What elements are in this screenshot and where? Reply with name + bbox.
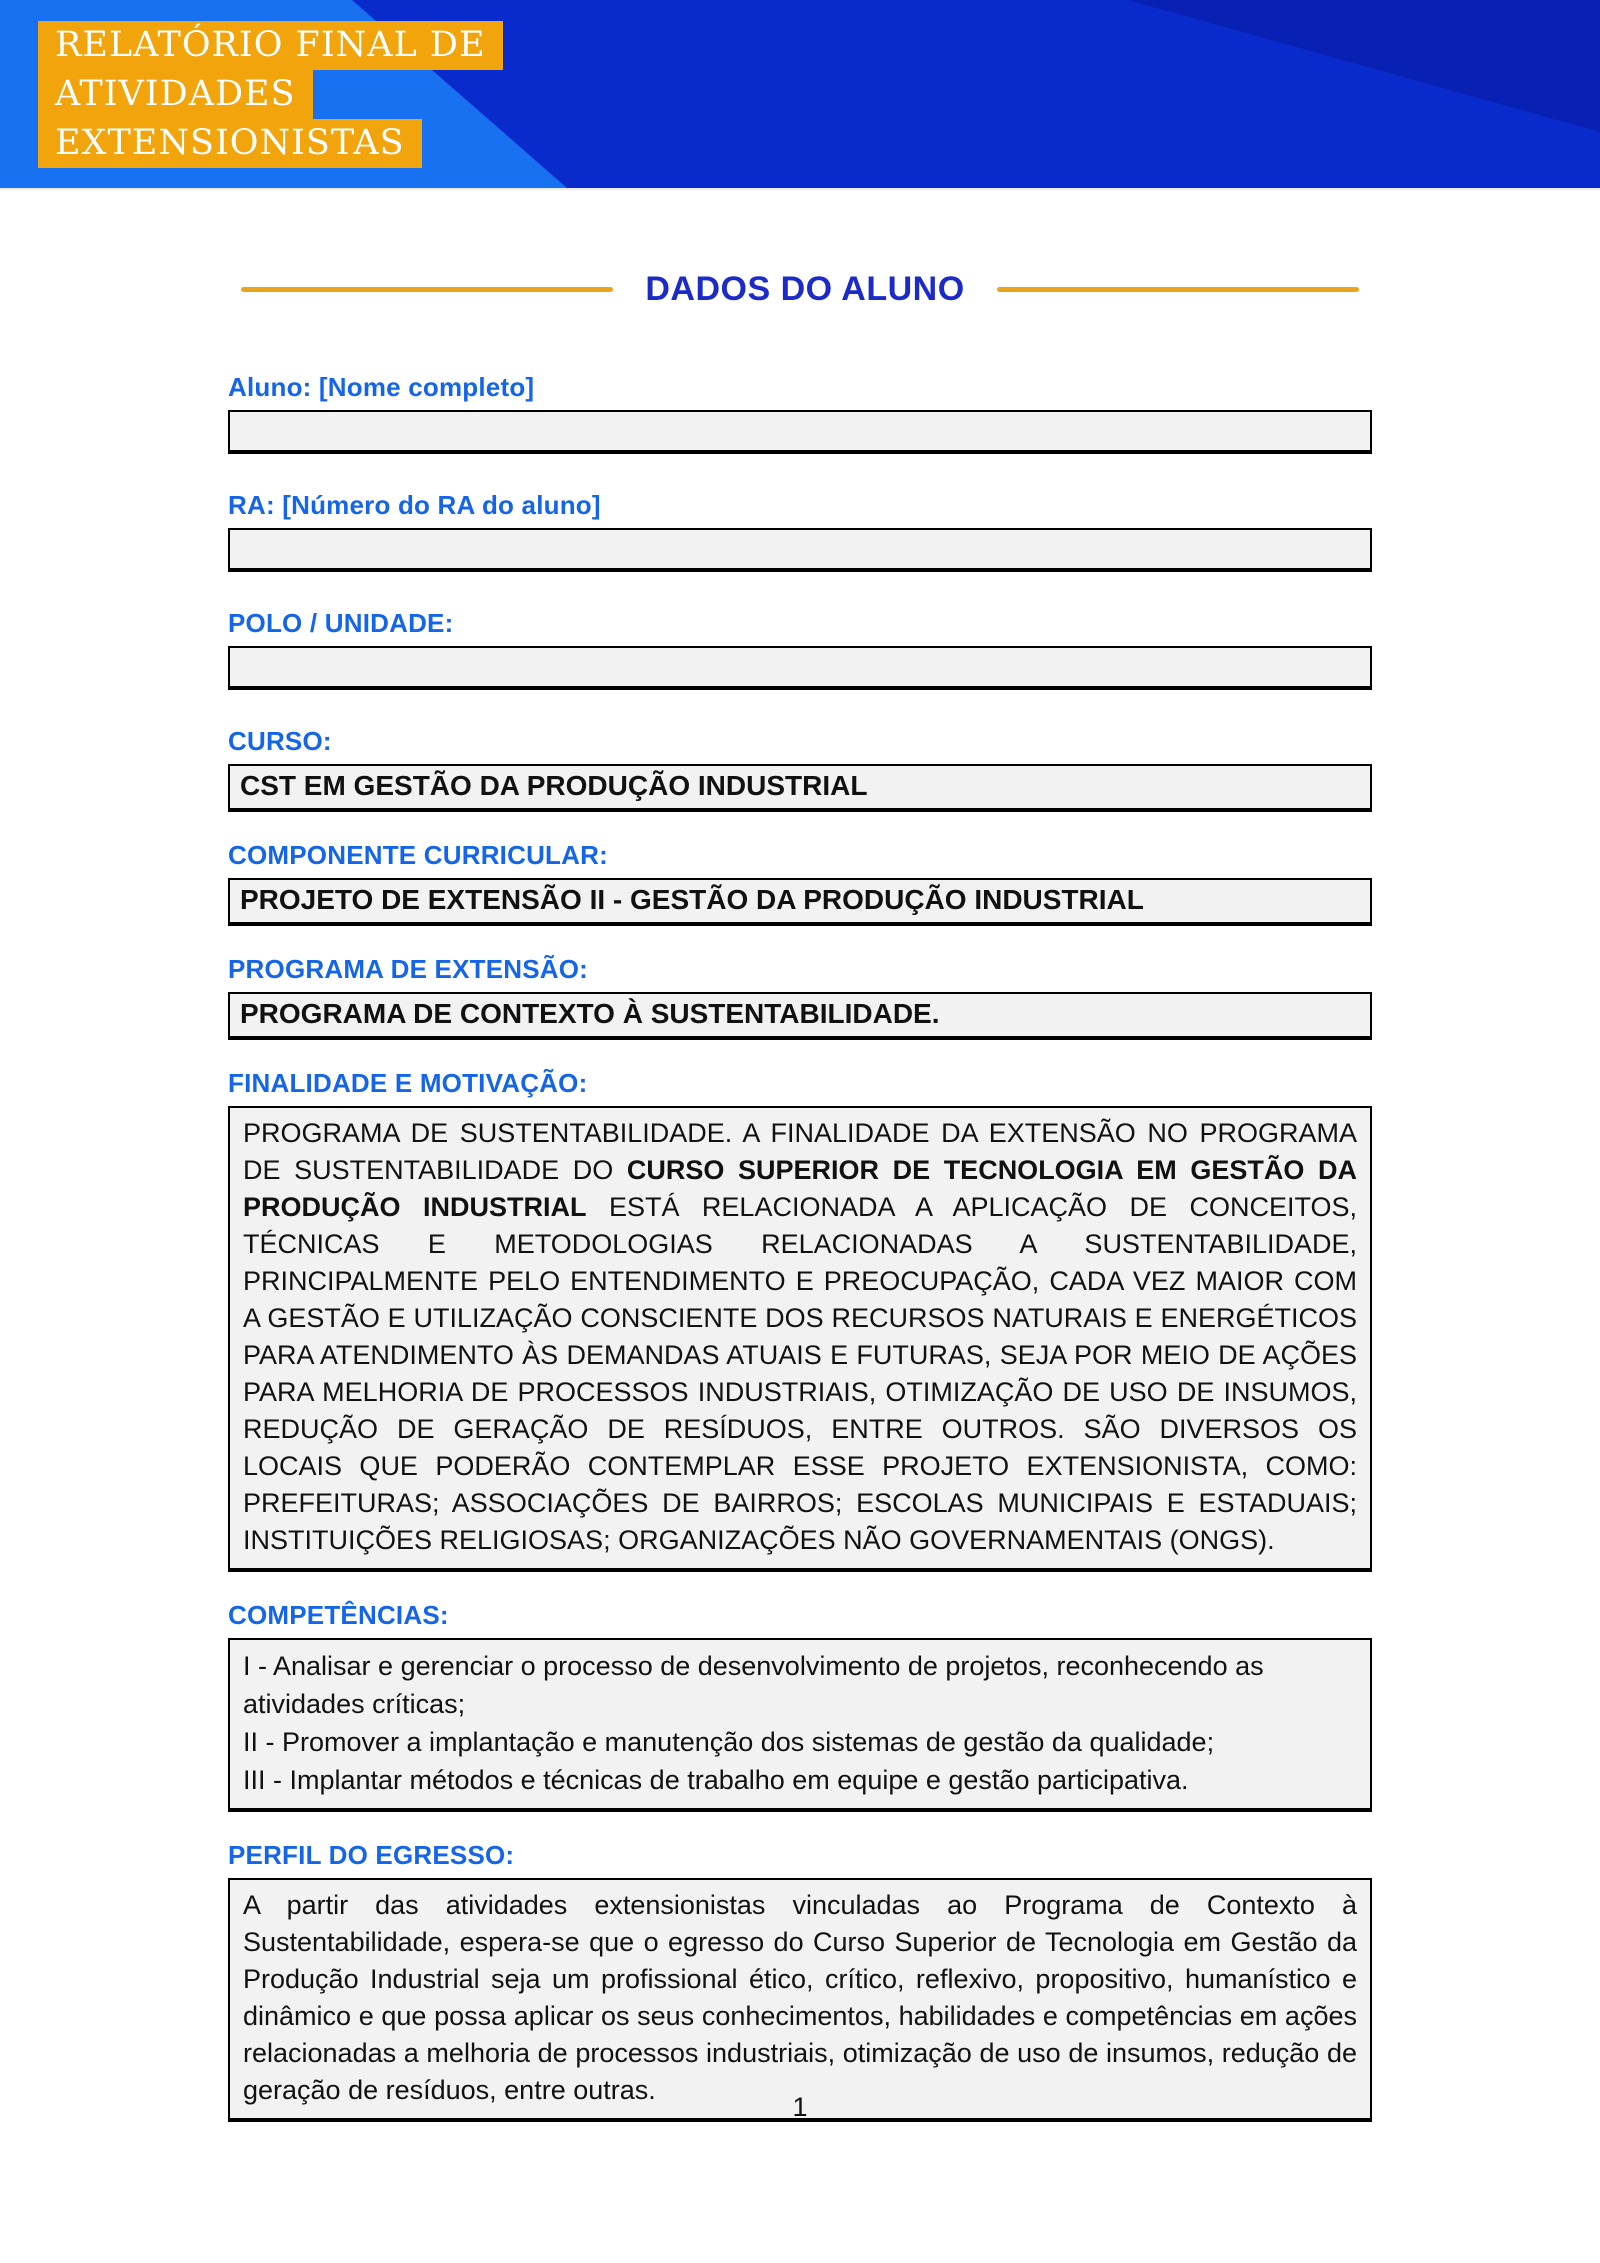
competencias-value xyxy=(228,1638,1372,1812)
aluno-input[interactable] xyxy=(228,410,1372,454)
programa-extensao-value: PROGRAMA DE CONTEXTO À SUSTENTABILIDADE. xyxy=(228,992,1372,1040)
field-componente-curricular xyxy=(228,838,1372,926)
perfil-egresso-label: PERFIL DO EGRESSO: xyxy=(228,1840,515,1870)
competencia-item-3: III - Implantar métodos e técnicas de trabalho em equipe e gestão participativa. xyxy=(243,1765,1189,1795)
aluno-label: Aluno: [Nome completo] xyxy=(228,372,535,402)
title-rule-left xyxy=(241,287,613,292)
competencias-label: COMPETÊNCIAS: xyxy=(228,1600,449,1630)
field-ra xyxy=(228,488,1372,572)
finalidade-text-post: ESTÁ RELACIONADA A APLICAÇÃO DE CONCEITOS, TÉCNICAS E METODOLOGIAS RELACIONADAS A SUSTENTABILIDADE, PRINCIPALMENTE PELO ENTENDIMENTO E PREOCUPAÇÃO, CADA VEZ MAIOR COM A GESTÃO E UTILIZAÇÃO CONSCIENTE DOS RECURSOS NATURAIS E ENERGÉTICOS PARA ATENDIMENTO ÀS DEMANDAS ATUAIS E FUTURAS, SEJA POR MEIO DE AÇÕES PARA MELHORIA DE PROCESSOS INDUSTRIAIS, OTIMIZAÇÃO DE USO DE INSUMOS, REDUÇÃO DE GERAÇÃO DE RESÍDUOS, ENTRE OUTROS. SÃO DIVERSOS OS LOCAIS QUE PODERÃO CONTEMPLAR ESSE PROJETO EXTENSIONISTA, COMO: PREFEITURAS; ASSOCIAÇÕES DE BAIRROS; ESCOLAS MUNICIPAIS E ESTADUAIS; INSTITUIÇÕES RELIGIOSAS; ORGANIZAÇÕES NÃO GOVERNAMENTAIS (ONGS). xyxy=(243,1192,1357,1555)
header-band xyxy=(0,0,1600,190)
polo-unidade-label: POLO / UNIDADE: xyxy=(228,608,454,638)
field-competencias xyxy=(228,1598,1372,1812)
programa-extensao-label: PROGRAMA DE EXTENSÃO: xyxy=(228,954,589,984)
curso-label: CURSO: xyxy=(228,726,332,756)
componente-curricular-value: PROJETO DE EXTENSÃO II - GESTÃO DA PRODUÇÃO INDUSTRIAL xyxy=(228,878,1372,926)
form-content xyxy=(228,370,1372,2122)
field-perfil-egresso xyxy=(228,1838,1372,2122)
page-footer xyxy=(0,2092,1600,2123)
section-title-row xyxy=(0,268,1600,310)
page-number: 1 xyxy=(792,2092,808,2122)
finalidade-text-pre: PROGRAMA DE SUSTENTABILIDADE. A FINALIDADE DA EXTENSÃO NO PROGRAMA DE SUSTENTABILIDADE DO xyxy=(243,1118,1357,1185)
banner-line-2: ATIVIDADES xyxy=(38,70,313,119)
competencia-item-1: I - Analisar e gerenciar o processo de desenvolvimento de projetos, reconhecendo as atividades críticas; xyxy=(243,1651,1264,1719)
competencia-item-2: II - Promover a implantação e manutenção dos sistemas de gestão da qualidade; xyxy=(243,1727,1215,1757)
banner-line-1: RELATÓRIO FINAL DE xyxy=(38,21,503,70)
title-rule-right xyxy=(997,287,1359,292)
field-polo-unidade xyxy=(228,606,1372,690)
finalidade-text-bold: CURSO SUPERIOR DE TECNOLOGIA EM GESTÃO DA PRODUÇÃO INDUSTRIAL xyxy=(243,1155,1357,1222)
finalidade-motivacao-value xyxy=(228,1106,1372,1572)
field-aluno xyxy=(228,370,1372,454)
finalidade-motivacao-label: FINALIDADE E MOTIVAÇÃO: xyxy=(228,1068,588,1098)
ra-input[interactable] xyxy=(228,528,1372,572)
banner-line-3: EXTENSIONISTAS xyxy=(38,119,422,168)
polo-unidade-input[interactable] xyxy=(228,646,1372,690)
field-programa-extensao xyxy=(228,952,1372,1040)
curso-value: CST EM GESTÃO DA PRODUÇÃO INDUSTRIAL xyxy=(228,764,1372,812)
page-title: DADOS DO ALUNO xyxy=(645,269,965,308)
componente-curricular-label: COMPONENTE CURRICULAR: xyxy=(228,840,608,870)
ra-label: RA: [Número do RA do aluno] xyxy=(228,490,601,520)
report-banner xyxy=(38,21,503,168)
field-finalidade-motivacao xyxy=(228,1066,1372,1572)
field-curso xyxy=(228,724,1372,812)
perfil-egresso-value: A partir das atividades extensionistas vinculadas ao Programa de Contexto à Sustentabilidade, espera-se que o egresso do Curso Superior de Tecnologia em Gestão da Produção Industrial seja um profissional ético, crítico, reflexivo, propositivo, humanístico e dinâmico e que possa aplicar os seus conhecimentos, habilidades e competências em ações relacionadas a melhoria de processos industriais, otimização de uso de insumos, redução de geração de resíduos, entre outras. xyxy=(228,1878,1372,2122)
